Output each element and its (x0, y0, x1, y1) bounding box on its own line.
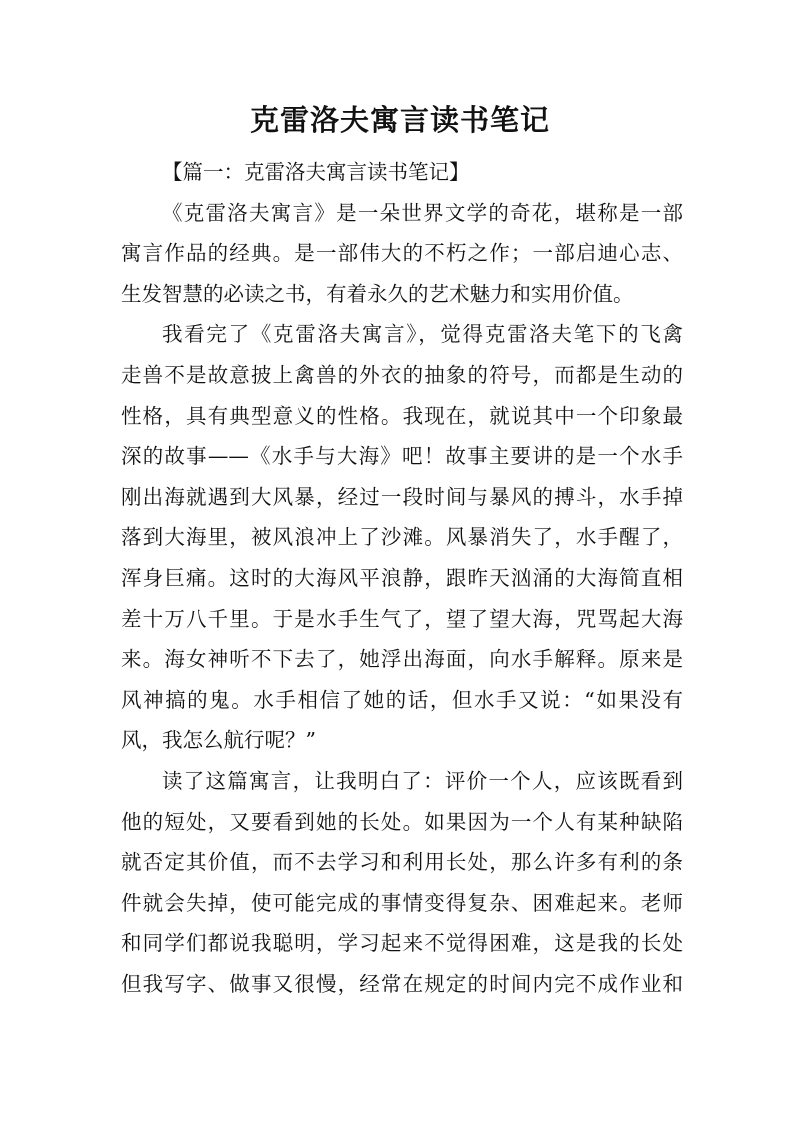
paragraph-line: 件就会失掉，使可能完成的事情变得复杂、困难起来。老师 (121, 890, 683, 915)
paragraph-line: 但我写字、做事又很慢，经常在规定的时间内完不成作业和 (121, 971, 683, 996)
paragraph-line: 我看完了《克雷洛夫寓言》，觉得克雷洛夫笔下的飞禽 (162, 322, 683, 347)
paragraph-3 (121, 761, 683, 1005)
paragraph-line: 《克雷洛夫寓言》是一朵世界文学的奇花，堪称是一部 (162, 200, 683, 225)
paragraph-line: 他的短处，又要看到她的长处。如果因为一个人有某种缺陷 (121, 809, 683, 834)
paragraph-line: 读了这篇寓言，让我明白了：评价一个人，应该既看到 (162, 768, 683, 793)
section-heading: 【篇一：克雷洛夫寓言读书笔记】 (162, 160, 470, 184)
paragraph-line: 来。海女神听不下去了，她浮出海面，向水手解释。原来是 (121, 647, 683, 672)
document-body (121, 152, 683, 1004)
paragraph-line: 刚出海就遇到大风暴，经过一段时间与暴风的搏斗，水手掉 (121, 484, 683, 509)
paragraph-line: 风神搞的鬼。水手相信了她的话，但水手又说：“如果没有 (121, 687, 683, 712)
paragraph-1 (121, 193, 683, 315)
paragraph-line: 深的故事——《水手与大海》吧！故事主要讲的是一个水手 (121, 444, 683, 469)
document-title: 克雷洛夫寓言读书笔记 (249, 103, 550, 137)
paragraph-line: 落到大海里，被风浪冲上了沙滩。风暴消失了，水手醒了， (121, 525, 683, 550)
paragraph-line: 差十万八千里。于是水手生气了，望了望大海，咒骂起大海 (121, 606, 683, 631)
paragraph-line: 生发智慧的必读之书，有着永久的艺术魅力和实用价值。 (121, 281, 634, 306)
paragraph-line: 风，我怎么航行呢？” (121, 728, 316, 753)
paragraph-line: 性格，具有典型意义的性格。我现在，就说其中一个印象最 (121, 403, 683, 428)
paragraph-line: 浑身巨痛。这时的大海风平浪静，跟昨天汹涌的大海简直相 (121, 565, 683, 590)
paragraph-line: 就否定其价值，而不去学习和利用长处，那么许多有利的条 (121, 850, 683, 875)
paragraph-line: 寓言作品的经典。是一部伟大的不朽之作；一部启迪心志、 (121, 241, 683, 266)
paragraph-line: 走兽不是故意披上禽兽的外衣的抽象的符号，而都是生动的 (121, 362, 683, 387)
paragraph-2 (121, 314, 683, 761)
paragraph-line: 和同学们都说我聪明，学习起来不觉得困难，这是我的长处 (121, 931, 683, 956)
